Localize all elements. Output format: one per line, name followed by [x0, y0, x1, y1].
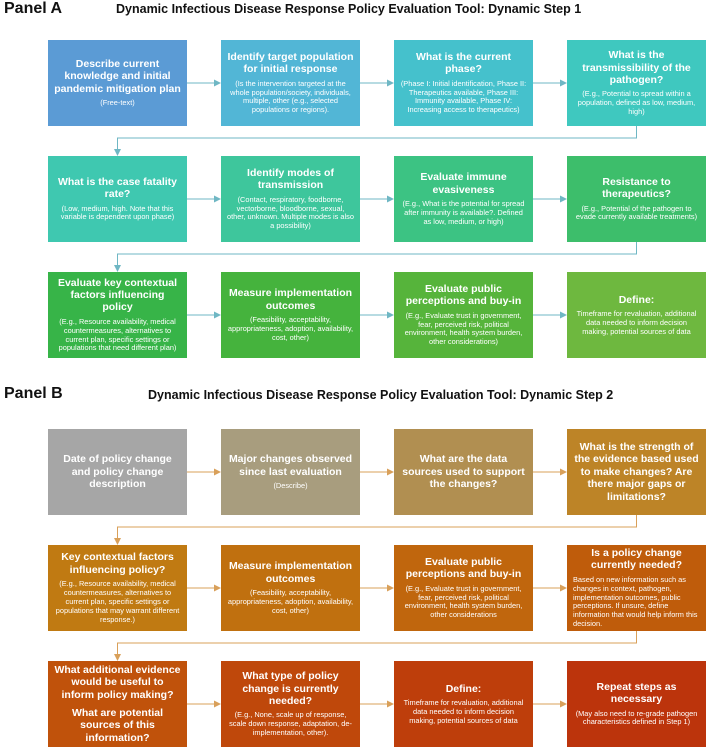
step-title: Measure implementation outcomes [228, 560, 353, 585]
panel-b-title: Dynamic Infectious Disease Response Policy Evaluation Tool: Dynamic Step 2 [148, 388, 614, 402]
panel-b-step-box-12 [567, 661, 706, 747]
row-connector-arrow [118, 242, 637, 271]
panel-a-step-box-12 [567, 272, 706, 358]
panel-b-step-box-7 [394, 545, 533, 631]
panel-b-step-box-9 [48, 661, 187, 747]
row-connector-arrow [118, 515, 637, 544]
step-description: (May also need to re-grade pathogen characteristics defined in Step 1) [575, 708, 698, 727]
step-title: Evaluate public perceptions and buy-in [405, 282, 522, 308]
row-connector-arrow [118, 631, 637, 660]
step-title: Define: [618, 293, 655, 306]
step-title: What type of policy change is currently needed? [242, 670, 339, 707]
step-description: (Low, medium, high. Note that this variable is dependent upon phase) [60, 203, 175, 222]
step-description: (E.g., None, scale up of response, scale down response, adaptation, de-implementation, other). [229, 710, 352, 737]
step-title: What additional evidence would be useful to inform policy making? [54, 663, 181, 701]
step-description: Based on new information such as changes in context, pathogen, implementation outcomes, public perceptions. If unsure, define information that would help inform this decision. [573, 574, 698, 629]
row-connector-arrow [118, 126, 637, 155]
panel-a-step-box-10 [221, 272, 360, 358]
panel-b-step-box-3 [394, 429, 533, 515]
step-title: Is a policy change currently needed? [590, 547, 683, 572]
panel-a-label: Panel A [4, 0, 63, 17]
step-title: Date of policy change and policy change description [63, 453, 172, 491]
step-title: Key contextual factors influencing policy? [61, 551, 174, 576]
step-title: Define: [445, 682, 482, 695]
step-description: (E.g., Potential to spread within a population, defined as low, medium, high) [577, 89, 696, 116]
step-description: (Phase I: Initial identification, Phase II: Therapeutics available, Phase III: Immunity available, Phase IV: Increasing access to therapeutics) [400, 78, 527, 115]
step-description: (Describe) [273, 480, 308, 490]
panel-a-step-box-4 [567, 40, 706, 126]
panel-a-step-box-6 [221, 156, 360, 242]
step-description: (Free-text) [100, 98, 135, 108]
step-description: (E.g., Resource availability, medical countermeasures, alternatives to current plan, specific settings or populations that may warrant different response.) [55, 579, 180, 624]
step-title: What are the data sources used to support the changes? [402, 453, 525, 491]
panel-a-step-box-1 [48, 40, 187, 126]
step-description: (E.g., Resource availability, medical countermeasures, alternatives to current plan, specific settings or populations that need different plan) [58, 316, 177, 353]
step-description: (E.g., Potential of the pathogen to evade currently available treatments) [575, 203, 698, 222]
panel-a-step-box-11 [394, 272, 533, 358]
step-title: Evaluate public perceptions and buy-in [405, 555, 522, 581]
panel-b-step-box-8 [567, 545, 706, 631]
panel-b-step-box-1 [48, 429, 187, 515]
step-title: Repeat steps as necessary [596, 680, 677, 706]
panel-a-step-box-8 [567, 156, 706, 242]
step-title: What is the current phase? [415, 50, 512, 76]
step-description: Timeframe for revaluation, additional data needed to inform decision making, potential sources of data [403, 697, 524, 725]
step-description: (Feasibility, acceptability, appropriateness, adoption, availability, cost, other) [227, 588, 354, 615]
step-description: (Feasibility, acceptability, appropriateness, adoption, availability, cost, other) [227, 315, 354, 342]
step-title: Describe current knowledge and initial pandemic mitigation plan [54, 58, 181, 95]
panel-b-step-box-2 [221, 429, 360, 515]
step-title: Identify target population for initial response [227, 50, 354, 76]
step-description: (E.g., Evaluate trust in government, fear, perceived risk, political environment, health system burden, other considerations [404, 583, 523, 620]
panel-b-step-box-4 [567, 429, 706, 515]
step-title: Evaluate immune evasiveness [420, 171, 507, 196]
panel-a-step-box-2 [221, 40, 360, 126]
step-title: Evaluate key contextual factors influencing policy [57, 276, 178, 314]
panel-a-step-box-3 [394, 40, 533, 126]
panel-a-step-box-7 [394, 156, 533, 242]
panel-b-step-box-11 [394, 661, 533, 747]
step-title: What are potential sources of this information? [71, 707, 163, 744]
step-description: (Contact, respiratory, foodborne, vectorborne, bloodborne, sexual, other, unknown. Multiple modes is also a possibility) [227, 194, 354, 231]
step-title: What is the case fatality rate? [57, 175, 178, 201]
step-description: Timeframe for revaluation, additional data needed to inform decision making, potential sources of data [576, 308, 697, 336]
step-description: (Is the intervention targeted at the whole population/society, individuals, multiple, other (e.g., selected populations or regions). [230, 78, 351, 115]
step-description: (E.g., What is the potential for spread after immunity is available?. Defined as low, medium, or high) [402, 199, 525, 226]
step-title: Measure implementation outcomes [228, 287, 353, 312]
step-description: (E.g., Evaluate trust in government, fear, perceived risk, political environment, health system burden, other considerations) [404, 310, 523, 347]
panel-b-label: Panel B [4, 385, 63, 402]
step-title: Major changes observed since last evaluation [228, 453, 353, 478]
panel-b-step-box-6 [221, 545, 360, 631]
panel-a-title: Dynamic Infectious Disease Response Policy Evaluation Tool: Dynamic Step 1 [116, 2, 582, 16]
panel-b-step-box-10 [221, 661, 360, 747]
step-title: Identify modes of transmission [247, 166, 334, 192]
step-title: Resistance to therapeutics? [602, 175, 671, 201]
step-title: What is the strength of the evidence based used to make changes? Are there major gaps or limitations? [574, 441, 699, 503]
step-title: What is the transmissibility of the pathogen? [582, 49, 691, 86]
panel-b-step-box-5 [48, 545, 187, 631]
panel-a-step-box-9 [48, 272, 187, 358]
panel-a-step-box-5 [48, 156, 187, 242]
